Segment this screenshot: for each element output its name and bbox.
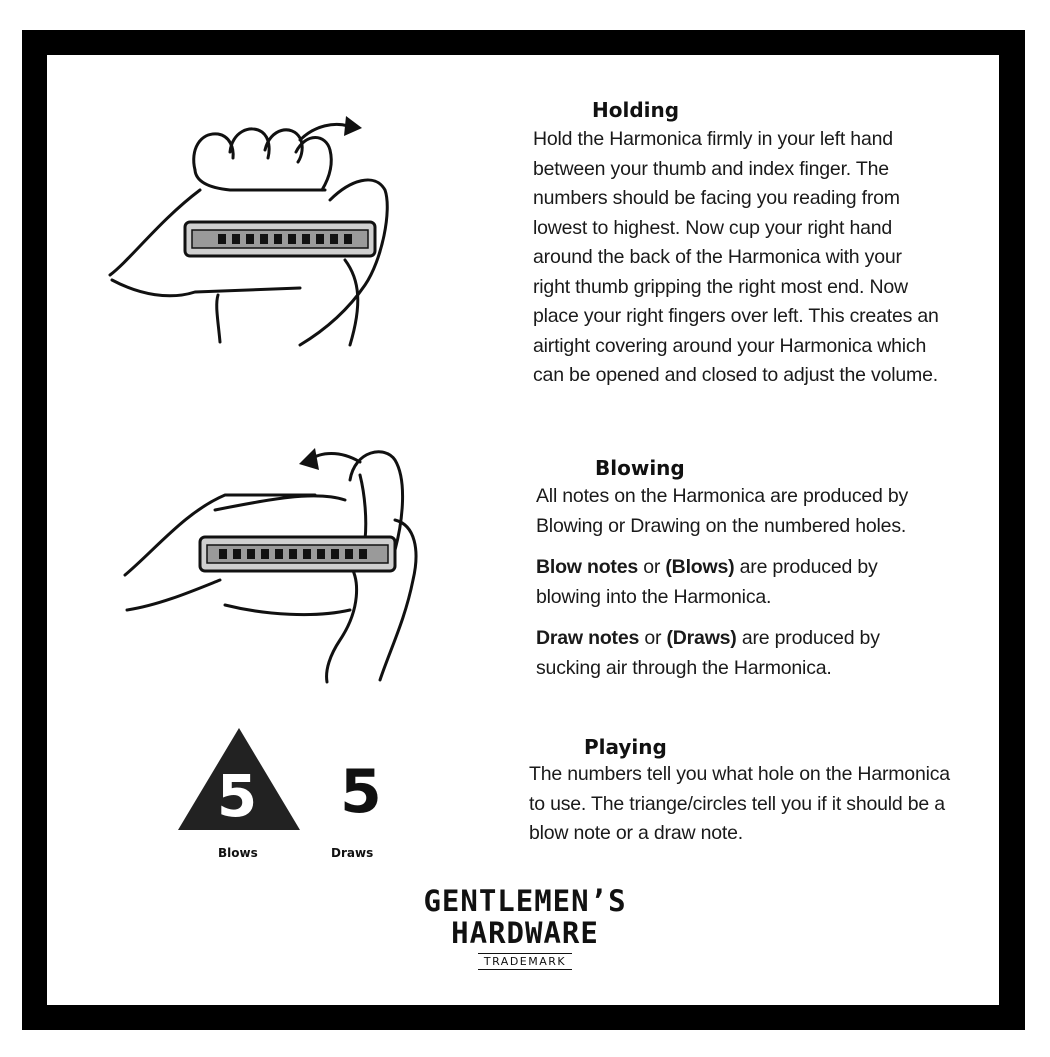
brand-logo — [393, 885, 657, 970]
draws-label: Draws — [331, 846, 374, 860]
holding-line: place your right fingers over left. This creates an — [533, 305, 939, 327]
draw-notes-line: Draw notes or (Draws) are produced by — [536, 627, 880, 649]
holding-text — [533, 125, 993, 391]
blowing-hands-illustration — [115, 440, 425, 685]
logo-line-2: HARDWARE — [451, 916, 599, 950]
holding-line: lowest to highest. Now cup your right hand — [533, 216, 893, 239]
holding-line: between your thumb and index finger. The — [533, 157, 889, 180]
blow-triangle-icon — [178, 728, 300, 832]
blowing-line: Blowing or Drawing on the numbered holes. — [536, 514, 907, 537]
playing-heading: Playing — [584, 735, 667, 759]
holding-heading: Holding — [592, 98, 680, 122]
holding-hands-illustration — [100, 110, 410, 350]
holding-line: airtight covering around your Harmonica which — [533, 334, 927, 357]
blow-number: 5 — [216, 762, 258, 830]
blowing-heading: Blowing — [595, 456, 685, 480]
draw-notes-line: sucking air through the Harmonica. — [536, 656, 832, 679]
blow-notes-line: Blow notes or (Blows) are produced by — [536, 556, 878, 578]
holding-line: can be opened and closed to adjust the volume. — [533, 364, 938, 386]
logo-line-1: GENTLEMEN’S — [423, 884, 627, 918]
playing-text — [529, 760, 989, 849]
playing-line: The numbers tell you what hole on the Harmonica — [529, 763, 950, 785]
holding-line: around the back of the Harmonica with your — [533, 246, 902, 268]
blowing-line: All notes on the Harmonica are produced by — [536, 485, 909, 507]
playing-line: blow note or a draw note. — [529, 822, 743, 844]
playing-line: to use. The triange/circles tell you if it should be a — [529, 792, 945, 815]
holding-line: right thumb gripping the right most end. Now — [533, 275, 908, 298]
blowing-text — [536, 482, 976, 683]
holding-line: numbers should be facing you reading from — [533, 187, 900, 209]
logo-trademark: TRADEMARK — [478, 953, 572, 970]
blow-notes-line: blowing into the Harmonica. — [536, 585, 772, 608]
draw-number: 5 — [340, 757, 382, 827]
blows-label: Blows — [218, 846, 258, 860]
holding-line: Hold the Harmonica firmly in your left hand — [533, 128, 893, 150]
